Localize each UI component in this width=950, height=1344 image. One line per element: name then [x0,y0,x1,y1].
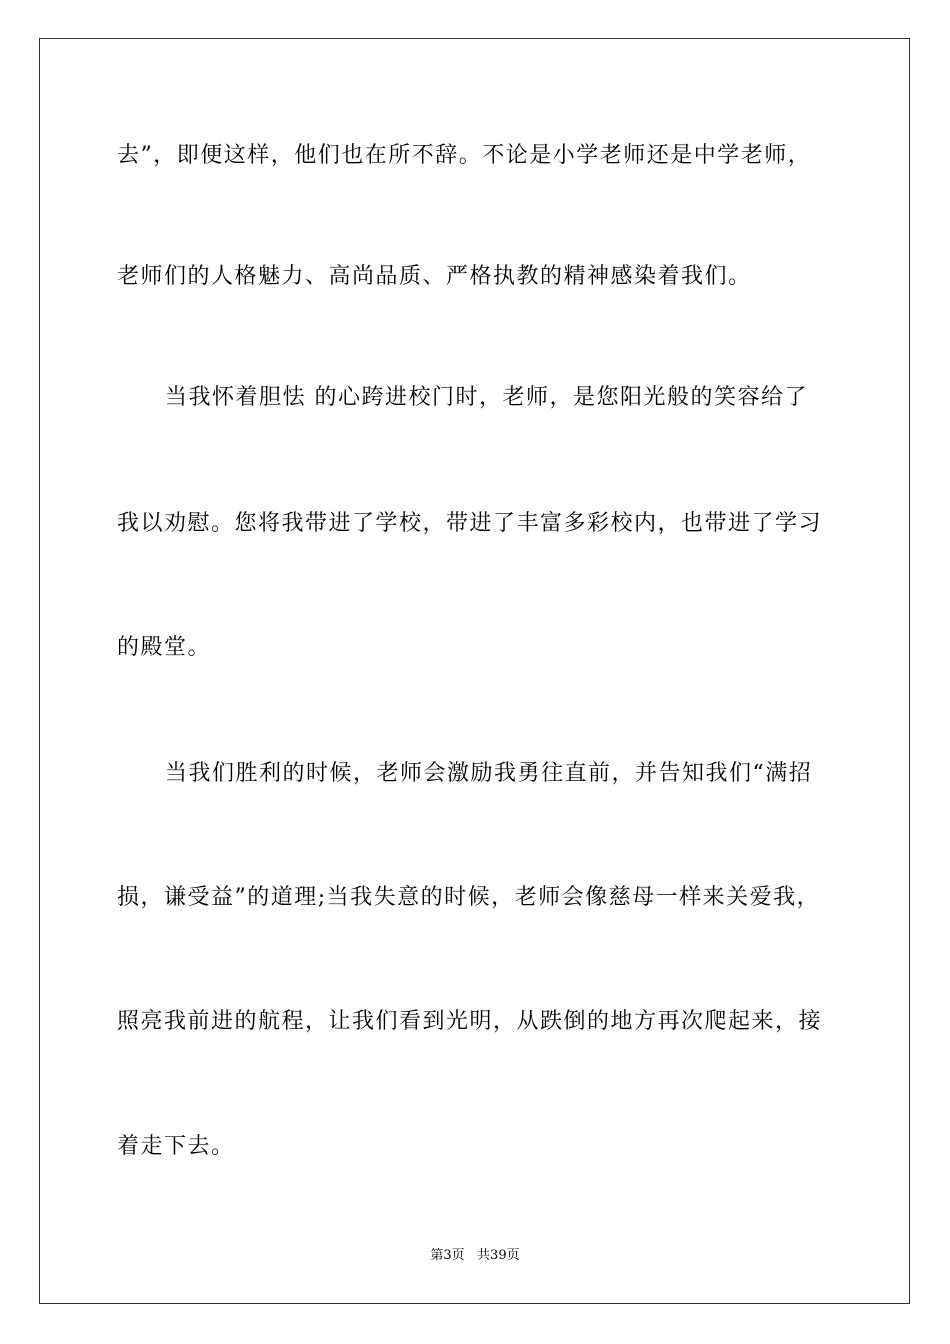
paragraph-start-line: 当我怀着胆怯 的心跨进校门时，老师，是您阳光般的笑容给了 [165,385,808,410]
text-line: 老师们的人格魅力、高尚品质、严格执教的精神感染着我们。 [117,264,752,289]
text-line: 我以劝慰。您将我带进了学校，带进了丰富多彩校内，也带进了学习 [117,511,823,536]
text-line: 去”，即便这样，他们也在所不辞。不论是小学老师还是中学老师， [117,143,812,168]
text-line: 损，谦受益”的道理;当我失意的时候，老师会像慈母一样来关爱我， [117,885,821,910]
text-line: 照亮我前进的航程，让我们看到光明，从跌倒的地方再次爬起来，接 [117,1009,823,1034]
text-line: 的殿堂。 [117,635,212,660]
page-border [39,38,910,1304]
text-line: 着走下去。 [117,1134,235,1159]
page-number-footer: 第3页 共39页 [430,1248,520,1263]
paragraph-start-line: 当我们胜利的时候，老师会激励我勇往直前，并告知我们“满招 [165,761,813,786]
